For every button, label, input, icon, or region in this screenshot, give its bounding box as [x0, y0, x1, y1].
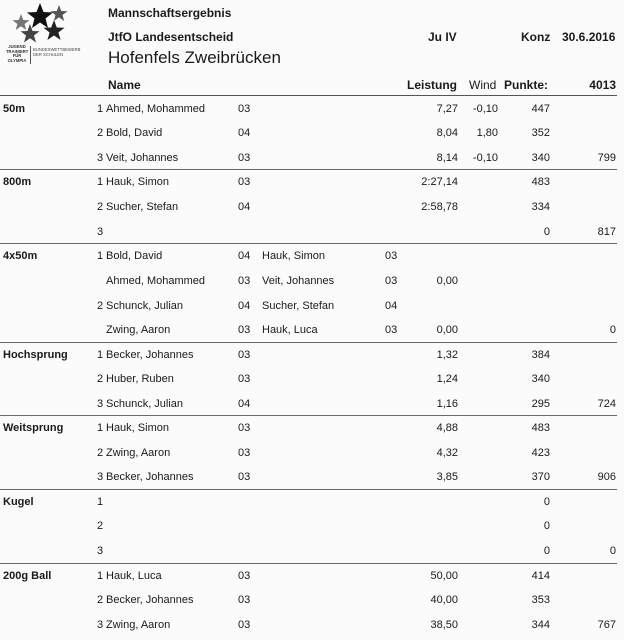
birth-year: 04 — [238, 127, 251, 139]
birth-year: 03 — [238, 275, 251, 287]
event-sum: 817 — [597, 226, 616, 238]
points-value: 334 — [531, 201, 550, 213]
points-value: 295 — [531, 398, 550, 410]
event-name: JtfO Landesentscheid — [108, 30, 234, 44]
birth-year: 03 — [238, 570, 251, 582]
athlete-rank: 3 — [97, 226, 104, 238]
performance-value: 0,00 — [436, 324, 458, 336]
points-value: 352 — [531, 127, 550, 139]
athlete-rank: 2 — [97, 373, 104, 385]
athlete-name: Sucher, Stefan — [106, 201, 179, 213]
athlete-name: Ahmed, Mohammed — [106, 275, 206, 287]
athlete-name: Bold, David — [106, 127, 163, 139]
event-label: 50m — [3, 103, 26, 115]
performance-value: 8,04 — [436, 127, 458, 139]
athlete-rank: 1 — [97, 422, 104, 434]
event-label: 200g Ball — [3, 570, 52, 582]
row-divider — [0, 243, 617, 244]
wind-value: -0,10 — [472, 152, 498, 164]
wind-value: -0,10 — [472, 103, 498, 115]
event-label: Hochsprung — [3, 349, 68, 361]
row-divider — [0, 415, 617, 416]
event-sum: 767 — [597, 619, 616, 631]
performance-value: 1,24 — [436, 373, 458, 385]
birth-year: 03 — [238, 103, 251, 115]
logo: JUGEND TRAINIERT FÜR OLYMPIA BUNDESWETTBEWERB DER SCHULEN — [6, 2, 96, 76]
athlete-rank: 3 — [97, 152, 104, 164]
points-value: 0 — [543, 496, 550, 508]
athlete-name: Becker, Johannes — [106, 471, 194, 483]
birth-year: 04 — [238, 201, 251, 213]
athlete-name: Becker, Johannes — [106, 349, 194, 361]
points-value: 483 — [531, 422, 550, 434]
birth-year: 03 — [238, 447, 251, 459]
age-class: Ju IV — [428, 30, 457, 44]
total-points: 4013 — [589, 78, 616, 92]
athlete-rank: 2 — [97, 127, 104, 139]
athlete-name: Hauk, Luca — [106, 570, 162, 582]
athlete-rank: 2 — [97, 447, 104, 459]
points-value: 384 — [531, 349, 550, 361]
points-value: 353 — [531, 594, 550, 606]
event-label: Weitsprung — [3, 422, 64, 434]
points-value: 447 — [531, 103, 550, 115]
athlete-name: Becker, Johannes — [106, 594, 194, 606]
points-value: 0 — [543, 226, 550, 238]
col-header-punkte: Punkte: — [504, 78, 549, 92]
points-value: 340 — [531, 152, 550, 164]
athlete-name: Hauk, Simon — [262, 250, 325, 262]
performance-value: 40,00 — [430, 594, 458, 606]
athlete-rank: 3 — [97, 545, 104, 557]
athlete-name: Veit, Johannes — [262, 275, 335, 287]
wind-value: 1,80 — [476, 127, 498, 139]
date: 30.6.2016 — [562, 30, 616, 44]
row-divider — [0, 563, 617, 564]
performance-value: 8,14 — [436, 152, 458, 164]
birth-year: 03 — [238, 373, 251, 385]
col-header-leistung: Leistung — [407, 78, 457, 92]
athlete-name: Ahmed, Mohammed — [106, 103, 206, 115]
birth-year: 03 — [238, 471, 251, 483]
birth-year: 03 — [238, 349, 251, 361]
birth-year: 04 — [238, 300, 251, 312]
col-header-wind: Wind — [469, 78, 497, 92]
birth-year: 03 — [238, 152, 251, 164]
birth-year: 03 — [238, 422, 251, 434]
points-value: 370 — [531, 471, 550, 483]
performance-value: 1,32 — [436, 349, 458, 361]
row-divider — [0, 489, 617, 490]
event-sum: 906 — [597, 471, 616, 483]
athlete-rank: 3 — [97, 398, 104, 410]
performance-value: 0,00 — [436, 275, 458, 287]
athlete-rank: 3 — [97, 471, 104, 483]
points-value: 0 — [543, 520, 550, 532]
athlete-rank: 1 — [97, 250, 104, 262]
athlete-name: Zwing, Aaron — [106, 447, 171, 459]
athlete-name: Hauk, Luca — [262, 324, 318, 336]
col-header-name: Name — [108, 78, 141, 92]
athlete-name: Sucher, Stefan — [262, 300, 335, 312]
athlete-rank: 1 — [97, 176, 104, 188]
school-name: Hofenfels Zweibrücken — [108, 48, 281, 67]
performance-value: 4,32 — [436, 447, 458, 459]
athlete-name: Zwing, Aaron — [106, 324, 171, 336]
event-sum: 724 — [597, 398, 616, 410]
athlete-rank: 3 — [97, 619, 104, 631]
performance-value: 1,16 — [436, 398, 458, 410]
event-sum: 799 — [597, 152, 616, 164]
performance-value: 50,00 — [430, 570, 458, 582]
event-sum: 0 — [609, 324, 616, 336]
performance-value: 38,50 — [430, 619, 458, 631]
event-label: 800m — [3, 176, 32, 188]
athlete-rank: 2 — [97, 520, 104, 532]
performance-value: 2:58,78 — [421, 201, 458, 213]
athlete-name: Schunck, Julian — [106, 300, 184, 312]
birth-year: 04 — [238, 398, 251, 410]
birth-year: 03 — [238, 324, 251, 336]
athlete-name: Huber, Ruben — [106, 373, 174, 385]
birth-year: 03 — [385, 324, 398, 336]
birth-year: 03 — [238, 619, 251, 631]
points-value: 483 — [531, 176, 550, 188]
performance-value: 3,85 — [436, 471, 458, 483]
birth-year: 03 — [238, 594, 251, 606]
birth-year: 03 — [385, 250, 398, 262]
athlete-rank: 2 — [97, 201, 104, 213]
birth-year: 04 — [385, 300, 398, 312]
document-title: Mannschaftsergebnis — [108, 6, 232, 20]
header-rule — [0, 95, 617, 96]
event-sum: 0 — [609, 545, 616, 557]
points-value: 414 — [531, 570, 550, 582]
venue: Konz — [521, 30, 551, 44]
points-value: 0 — [543, 545, 550, 557]
birth-year: 03 — [238, 176, 251, 188]
athlete-rank: 2 — [97, 300, 104, 312]
athlete-name: Hauk, Simon — [106, 176, 169, 188]
olympic-stars-icon — [6, 2, 76, 48]
birth-year: 04 — [238, 250, 251, 262]
event-label: 4x50m — [3, 250, 38, 262]
performance-value: 2:27,14 — [421, 176, 458, 188]
points-value: 423 — [531, 447, 550, 459]
points-value: 344 — [531, 619, 550, 631]
athlete-rank: 1 — [97, 570, 104, 582]
logo-divider — [30, 46, 31, 64]
performance-value: 4,88 — [436, 422, 458, 434]
athlete-rank: 2 — [97, 594, 104, 606]
athlete-name: Schunck, Julian — [106, 398, 184, 410]
row-divider — [0, 169, 617, 170]
birth-year: 03 — [385, 275, 398, 287]
athlete-rank: 1 — [97, 349, 104, 361]
athlete-name: Bold, David — [106, 250, 163, 262]
athlete-rank: 1 — [97, 103, 104, 115]
row-divider — [0, 342, 617, 343]
performance-value: 7,27 — [436, 103, 458, 115]
points-value: 340 — [531, 373, 550, 385]
athlete-name: Hauk, Simon — [106, 422, 169, 434]
athlete-name: Zwing, Aaron — [106, 619, 171, 631]
event-label: Kugel — [3, 496, 34, 508]
athlete-name: Veit, Johannes — [106, 152, 179, 164]
athlete-rank: 1 — [97, 496, 104, 508]
